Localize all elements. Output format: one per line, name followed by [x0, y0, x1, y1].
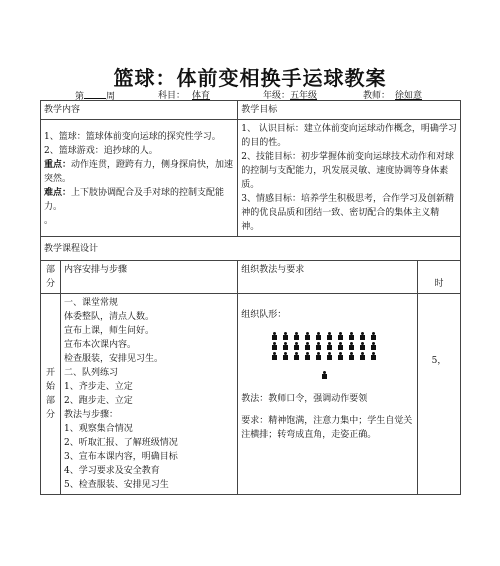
student-icon	[370, 352, 377, 360]
formation-figure	[241, 332, 414, 384]
content-line: 2、篮球游戏：追抄球的人。	[44, 146, 158, 156]
part-name: 开始部分	[41, 294, 61, 495]
week-label: 第 周	[75, 88, 115, 102]
subject-label: 科目：	[158, 91, 186, 101]
student-icon	[304, 342, 311, 350]
student-row	[271, 352, 414, 360]
col-part: 部分	[41, 261, 61, 294]
student-icon	[326, 332, 333, 340]
student-icon	[348, 342, 355, 350]
student-icon	[271, 342, 278, 350]
student-icon	[315, 332, 322, 340]
goals-body	[238, 120, 461, 237]
content-header: 教学内容	[41, 101, 238, 120]
grade-value: 五年级	[290, 91, 318, 101]
student-icon	[359, 342, 366, 350]
time-value: 5，	[418, 294, 461, 495]
arrange-line: 2、跑步走、立定	[63, 396, 133, 406]
student-row	[271, 342, 414, 350]
arrange-line: 宣布上课，师生问好。	[63, 326, 154, 336]
arrange-line: 教法与步骤：	[63, 410, 118, 420]
method-teaching: 教法：教师口令，强调动作要领	[241, 394, 368, 404]
teacher-value: 徐如意	[395, 91, 423, 101]
student-icon	[359, 352, 366, 360]
student-icon	[271, 332, 278, 340]
goal-item: 3、情感目标：培养学生积极思考，合作学习及创新精神的优良品质和团结一致、密切配合的集体主义精神。	[241, 194, 454, 232]
key-point: 重点：动作连贯，蹬跨有力，侧身探肩快，加速突然。	[44, 160, 234, 184]
student-icon	[282, 342, 289, 350]
subject-value: 体育	[192, 91, 211, 101]
page-title: 篮球：体前变相换手运球教案	[113, 66, 387, 90]
goals-header: 教学目标	[238, 101, 461, 120]
student-icon	[326, 352, 333, 360]
student-icon	[337, 352, 344, 360]
teacher-figure	[321, 370, 414, 384]
student-icon	[293, 352, 300, 360]
arrange-line: 5、检查服装、安排见习生	[63, 480, 169, 490]
student-icon	[359, 332, 366, 340]
arrange-line: 1、观察集合情况	[63, 424, 133, 434]
arrange-line: 检查服装，安排见习生。	[63, 354, 163, 364]
arrange-line: 一、课堂常规	[63, 298, 118, 308]
grade-label: 年级：	[263, 91, 291, 101]
teacher-label: 教师：	[363, 91, 391, 101]
col-method: 组织教法与要求	[238, 261, 418, 294]
student-icon	[282, 332, 289, 340]
content-end: 。	[44, 216, 54, 226]
arrange-line: 宣布本次课内容。	[63, 340, 136, 350]
goal-item: 2、技能目标：初步掌握体前变向运球技术动作和对球的控制与支配能力，巩发展灵敏、速度协调等身体素质。	[241, 152, 454, 190]
design-header: 教学课程设计	[41, 237, 461, 261]
col-arrange: 内容安排与步骤	[60, 261, 237, 294]
arrange-line: 3、宣布本课内容，明确目标	[63, 452, 178, 462]
student-icon	[315, 352, 322, 360]
student-icon	[293, 342, 300, 350]
student-icon	[271, 352, 278, 360]
method-requirement: 要求：精神饱满，注意力集中；学生自觉关注横排；转弯成直角，走姿正确。	[241, 416, 413, 440]
student-icon	[282, 352, 289, 360]
student-icon	[304, 332, 311, 340]
student-icon	[348, 352, 355, 360]
student-icon	[370, 332, 377, 340]
arrange-line: 2、听取汇报、了解班级情况	[63, 438, 178, 448]
teacher-icon	[321, 371, 328, 379]
student-icon	[348, 332, 355, 340]
method-cell	[238, 294, 418, 495]
student-icon	[337, 342, 344, 350]
col-time: 时	[418, 261, 461, 294]
student-icon	[315, 342, 322, 350]
arrange-line: 体委整队，清点人数。	[63, 312, 154, 322]
arrange-line: 二、队列练习	[63, 368, 118, 378]
arrange-line: 4、学习要求及安全教育	[63, 466, 160, 476]
student-icon	[304, 352, 311, 360]
student-icon	[326, 342, 333, 350]
arrange-line: 1、齐步走、立定	[63, 382, 133, 392]
student-row	[271, 332, 414, 340]
student-icon	[293, 332, 300, 340]
content-body	[41, 120, 238, 237]
arrange-list	[60, 294, 237, 495]
content-line: 1、篮球：篮球体前变向运球的探究性学习。	[44, 132, 221, 142]
goal-item: 1、 认识目标：建立体前变向运球动作概念，明确学习的目的性。	[241, 124, 457, 148]
student-icon	[337, 332, 344, 340]
difficulty: 难点：上下肢协调配合及手对球的控制支配能力。	[44, 188, 225, 212]
lesson-plan-table	[40, 100, 461, 495]
student-icon	[370, 342, 377, 350]
formation-label: 组织队形：	[241, 310, 287, 320]
